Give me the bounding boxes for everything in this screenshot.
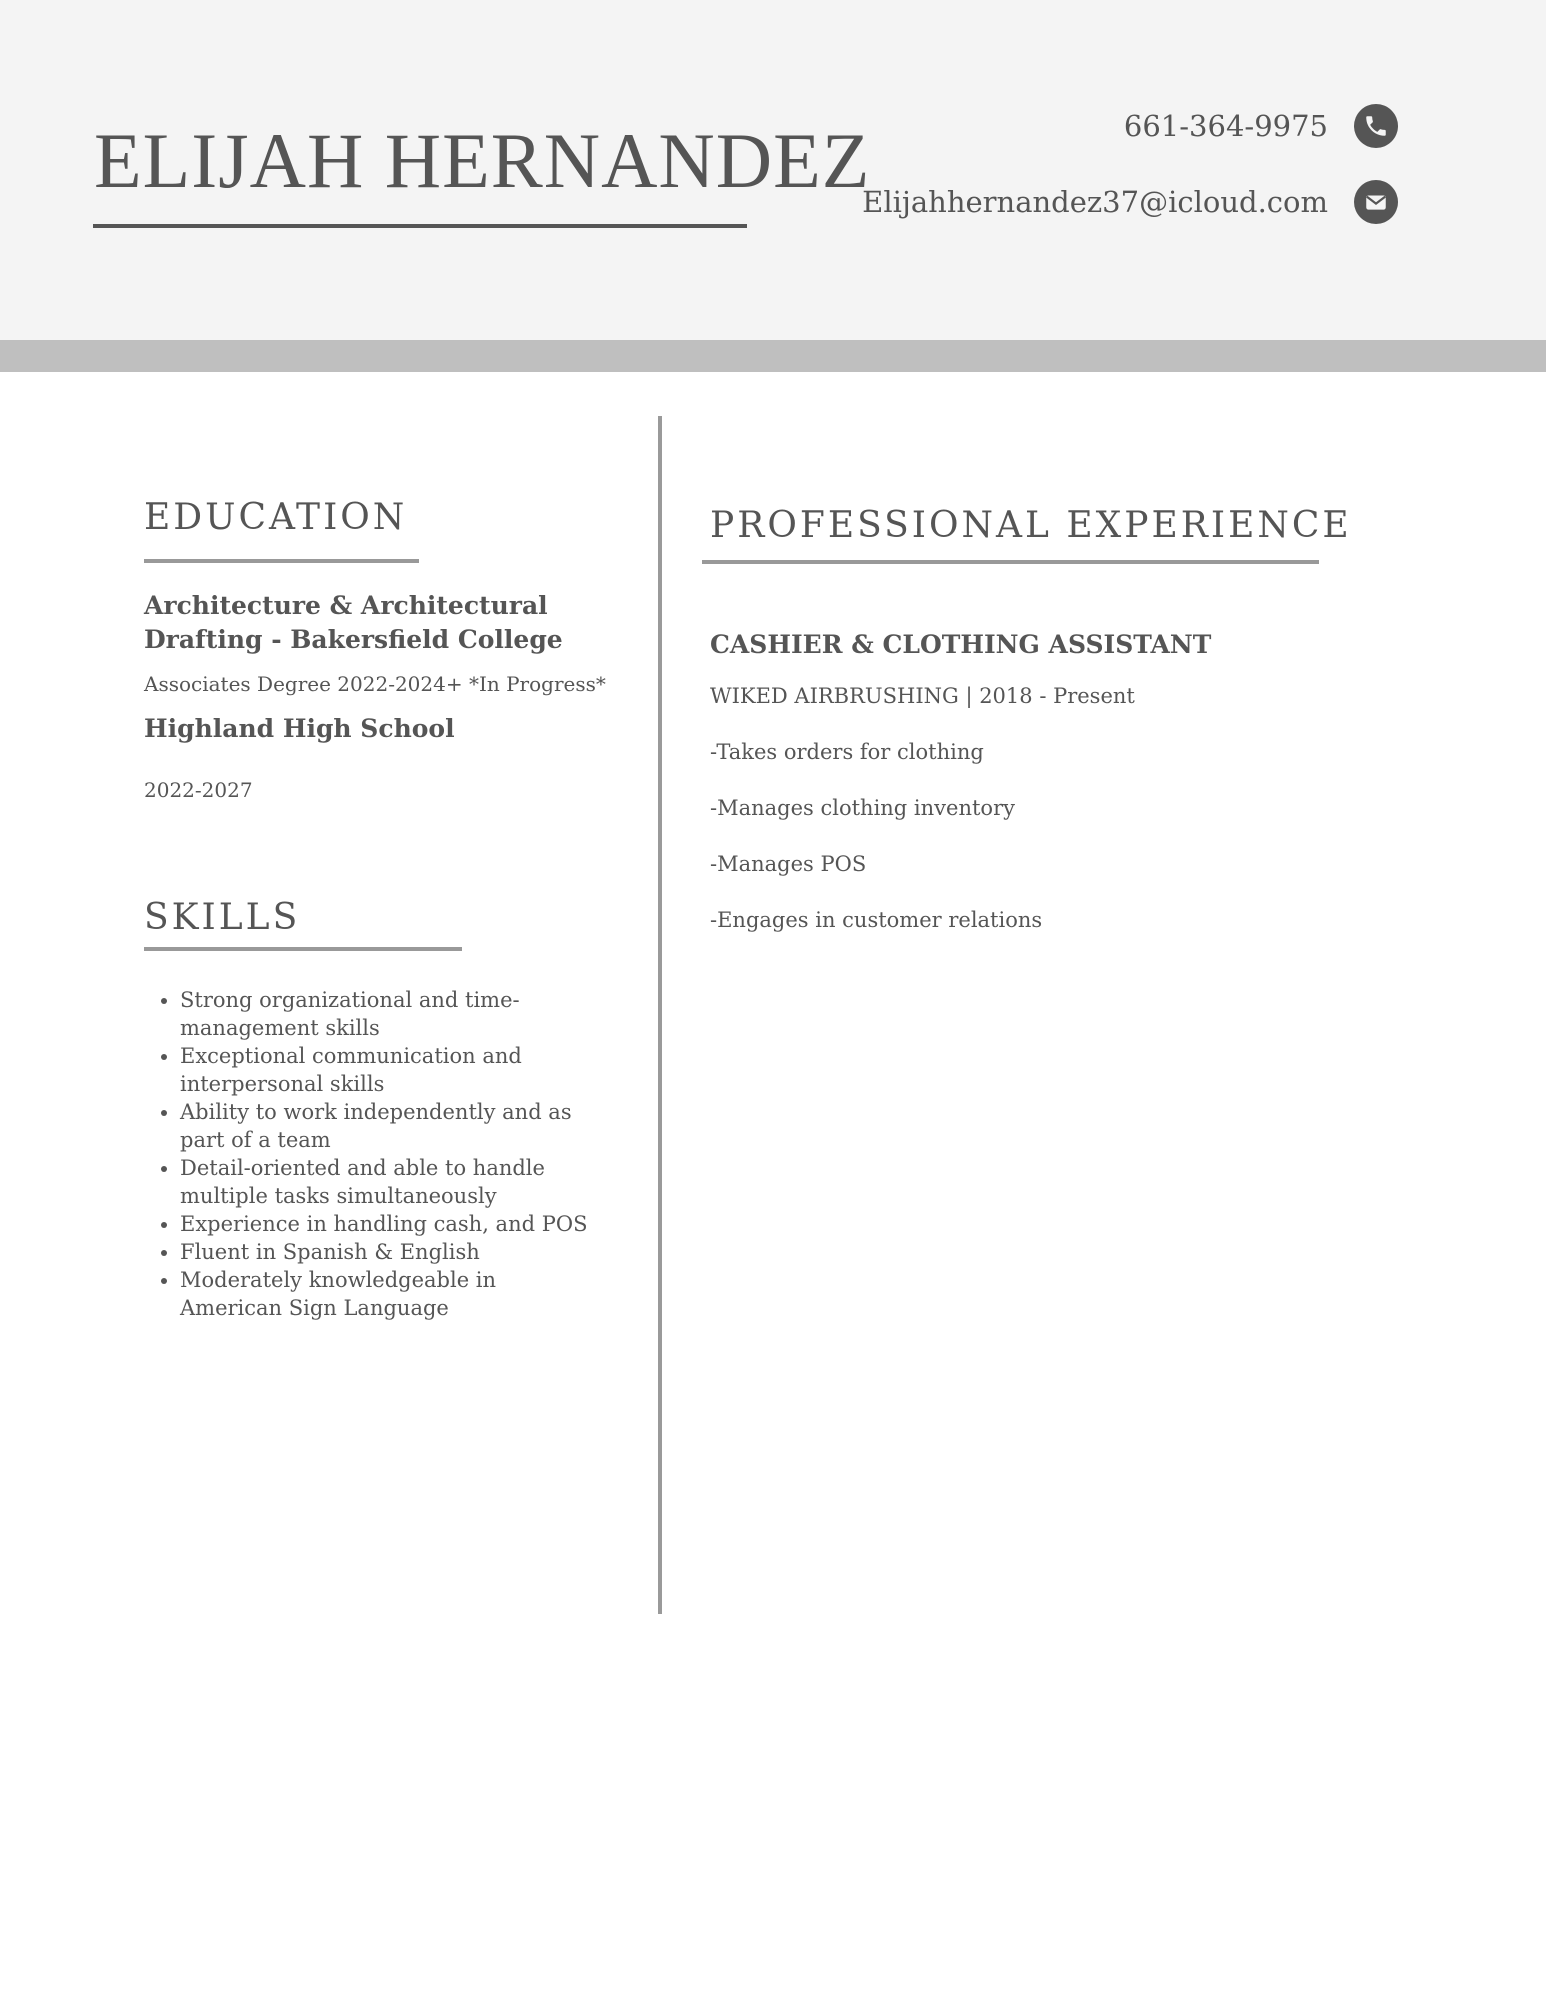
job-title: CASHIER & CLOTHING ASSISTANT	[710, 630, 1212, 659]
skill-item: • Detail-oriented and able to handle multiple tasks simultaneously	[180, 1154, 594, 1210]
skill-item: • Exceptional communication and interpersonal skills	[180, 1042, 594, 1098]
job-duty: -Manages POS	[710, 852, 867, 876]
job-duty: -Takes orders for clothing	[710, 740, 984, 764]
skills-heading: SKILLS	[144, 897, 301, 938]
skill-item: • Fluent in Spanish & English	[180, 1238, 594, 1266]
education-heading: EDUCATION	[144, 497, 408, 538]
education-underline	[144, 559, 419, 563]
name-underline	[93, 224, 747, 228]
education-entry-2-school: Highland High School	[144, 714, 455, 743]
contact-phone	[1124, 104, 1398, 148]
experience-underline	[702, 560, 1319, 564]
skills-list	[144, 986, 594, 1322]
mail-icon	[1354, 180, 1398, 224]
skill-item: • Strong organizational and time-management skills	[180, 986, 594, 1042]
skills-underline	[144, 947, 462, 951]
job-duty: -Manages clothing inventory	[710, 796, 1015, 820]
contact-email	[862, 180, 1398, 224]
job-duty: -Engages in customer relations	[710, 908, 1043, 932]
experience-heading: PROFESSIONAL EXPERIENCE	[710, 505, 1352, 546]
header-band	[0, 340, 1546, 372]
phone-icon	[1354, 104, 1398, 148]
skill-item: • Ability to work independently and as part of a team	[180, 1098, 594, 1154]
skill-item: • Experience in handling cash, and POS	[180, 1210, 594, 1238]
phone-number[interactable]: 661-364-9975	[1123, 109, 1328, 143]
education-entry-2-detail: 2022-2027	[144, 778, 253, 802]
job-company: WIKED AIRBRUSHING | 2018 - Present	[710, 684, 1135, 708]
education-entry-1-school: Architecture & Architectural Drafting - Bakersfield College	[144, 591, 563, 654]
candidate-name: ELIJAH HERNANDEZ	[94, 117, 871, 204]
education-entry-1-detail: Associates Degree 2022-2024+ *In Progress*	[144, 672, 606, 696]
email-address[interactable]: Elijahhernandez37@icloud.com	[862, 185, 1328, 219]
skill-item: • Moderately knowledgeable in American Sign Language	[180, 1266, 594, 1322]
